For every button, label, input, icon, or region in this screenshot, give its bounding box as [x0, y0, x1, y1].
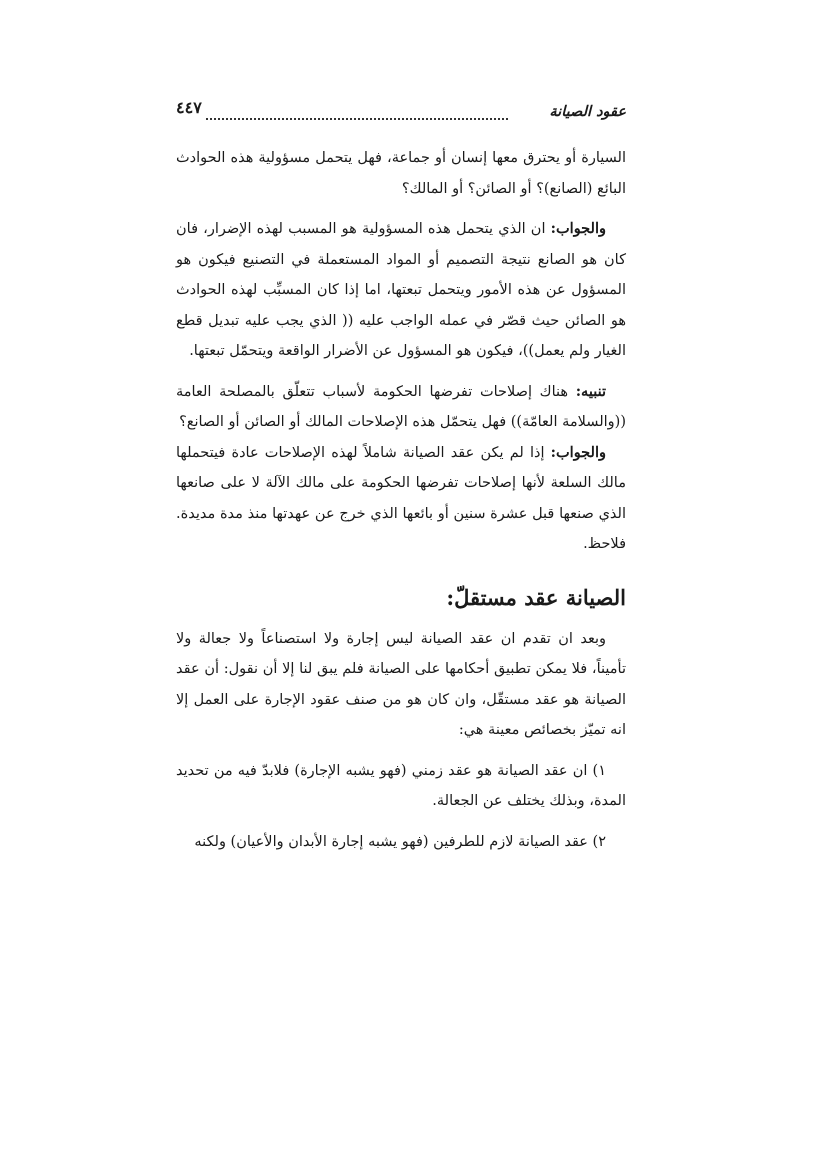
page-content	[176, 95, 626, 857]
paragraph-note	[176, 377, 626, 438]
page-number: ٤٤٧	[176, 98, 202, 117]
list-item: ٢) عقد الصيانة لازم للطرفين (فهو يشبه إجارة الأبدان والأعيان) ولكنه	[194, 833, 606, 850]
answer-text: ان الذي يتحمل هذه المسؤولية هو المسبب لهذه الإضرار، فان كان هو الصانع نتيجة التصميم أو المواد المستعملة في التصنيع فيكون هو المسؤول عن هذه الأمور ويتحمل تبعتها، اما إذا كان المسبِّب لهذه الحوادث هو الصائن حيث قصّر في عمله الواجب عليه (( الذي يجب عليه تبديل قطع الغيار ولم يعمل))، فيكون هو المسؤول عن الأضرار الواقعة ويتحمّل تبعتها.	[176, 221, 626, 359]
answer-label: والجواب:	[550, 443, 606, 461]
paragraph-answer-1	[176, 214, 626, 367]
note-label: تنبيه:	[575, 382, 606, 400]
page-header	[176, 95, 626, 129]
running-title: عقود الصيانة	[549, 103, 626, 120]
paragraph-answer-2	[176, 438, 626, 560]
section-heading: الصيانة عقد مستقلّ:	[446, 584, 626, 610]
header-dotted-leader	[206, 118, 508, 120]
list-item: ١) ان عقد الصيانة هو عقد زمني (فهو يشبه الإجارة) فلابدّ فيه من تحديد المدة، وبذلك يختلف عن الجعالة.	[176, 762, 626, 809]
paragraph-continuation: السيارة أو يحترق معها إنسان أو جماعة، فهل يتحمل مسؤولية هذه الحوادث البائع (الصانع)؟ أو الصائن؟ أو المالك؟	[176, 150, 626, 197]
note-text: هناك إصلاحات تفرضها الحكومة لأسباب تتعلّق بالمصلحة العامة ((والسلامة العامّة)) فهل يتحمّل هذه الإصلاحات المالك أو الصائن أو الصانع؟	[176, 383, 626, 430]
answer-label: والجواب:	[550, 220, 606, 237]
answer-text: إذا لم يكن عقد الصيانة شاملاً لهذه الإصلاحات عادة فيتحملها مالك السلعة لأنها إصلاحات تفرضها الحكومة على مالك الآلة لا على صانعها الذي صنعها قبل عشرة سنين أو بائعها الذي خرج عن عهدتها منذ مدة مديدة. فلاحظ.	[176, 444, 626, 552]
paragraph-independent-contract: وبعد ان تقدم ان عقد الصيانة ليس إجارة ولا استصناعاً ولا جعالة ولا تأميناً، فلا يمكن تطبيق أحكامها على الصيانة فلم يبق لنا إلا أن نقول: أن عقد الصيانة هو عقد مستقّل، وان كان هو من صنف عقود الإجارة على العمل إلا انه تميّز بخصائص معينة هي:	[176, 630, 626, 738]
